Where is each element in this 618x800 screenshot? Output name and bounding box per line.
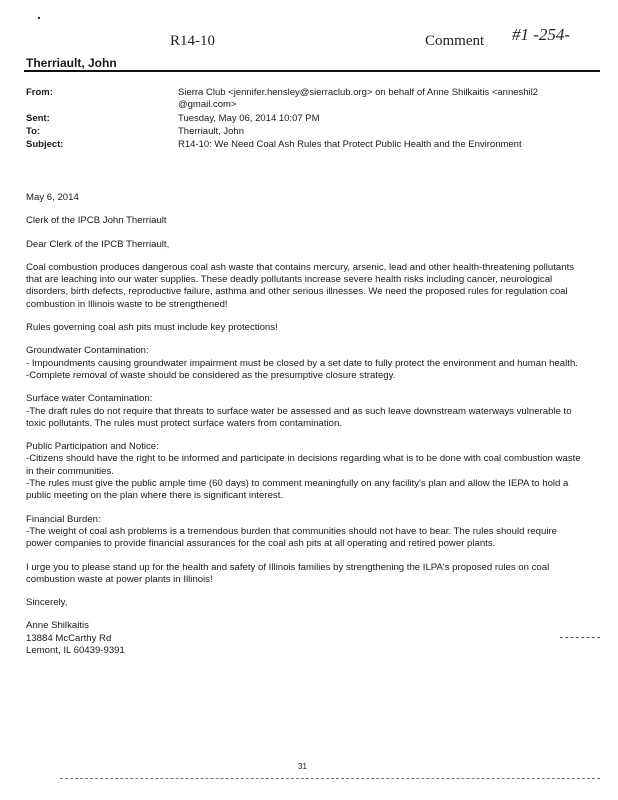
sent-label: Sent: [26, 113, 50, 124]
groundwater-point-1: - Impoundments causing groundwater impairment must be closed by a set date to fully protect the environment and human health. [26, 357, 578, 369]
financial-point-1: -The weight of coal ash problems is a tremendous burden that communities should not have to bear. The rules should require power companies to provide financial assurances for the coal ash pits at all operating and retired power plants. [26, 525, 557, 550]
comment-label: Comment [425, 33, 485, 49]
to-label: To: [26, 126, 41, 137]
closing-appeal: I urge you to please stand up for the health and safety of Illinois families by strengthening the ILPA's proposed rules on coal combustion waste at power plants in Illinois! [26, 561, 550, 585]
from-label: From: [26, 87, 53, 98]
signoff: Sincerely, [26, 597, 68, 609]
groundwater-heading: Groundwater Contamination: [26, 345, 149, 357]
signer-name: Anne Shilkaitis [26, 620, 89, 632]
public-heading: Public Participation and Notice: [26, 441, 159, 453]
header-divider [24, 70, 600, 72]
docket-number: R14-10 [170, 33, 215, 49]
groundwater-point-2: -Complete removal of waste should be considered as the presumptive closure strategy. [26, 369, 396, 381]
scan-speck [38, 17, 40, 19]
letter-intro: Coal combustion produces dangerous coal ash waste that contains mercury, arsenic, lead and other health-threatening pollutants that are leaching into our water supplies. These deadly pollutants increase severe health risks including cancer, neurological disorders, birth defects, reproductive failure, asthma and other serious illnesses. We need the proposed rules for regulation coal combustion in Illinois waste to be strengthened! [26, 261, 575, 310]
letter-salutation: Dear Clerk of the IPCB Therriault, [26, 238, 170, 250]
from-value: Sierra Club <jennifer.hensley@sierraclub.org> on behalf of Anne Shilkaitis <anneshil2 @gmail.com> [178, 87, 539, 110]
sent-value: Tuesday, May 06, 2014 10:07 PM [178, 113, 320, 124]
signer-city: Lemont, IL 60439-9391 [26, 645, 125, 657]
to-value: Therriault, John [178, 126, 245, 137]
footer-divider [60, 778, 600, 779]
letter-date: May 6, 2014 [26, 192, 79, 203]
page-number: 31 [298, 762, 307, 771]
comment-number: #1 -254- [512, 25, 571, 44]
rules-intro: Rules governing coal ash pits must include key protections! [26, 322, 278, 334]
public-point-2: -The rules must give the public ample time (60 days) to comment meaningfully on any facility's plan and allow the IEPA to hold a public meeting on the plan where there is significant interest. [26, 478, 569, 502]
letter-body [26, 192, 582, 657]
subject-label: Subject: [26, 139, 64, 150]
sender-name: Therriault, John [26, 56, 117, 70]
financial-heading: Financial Burden: [26, 513, 101, 525]
surface-heading: Surface water Contamination: [26, 393, 153, 405]
subject-value: R14-10: We Need Coal Ash Rules that Protect Public Health and the Environment [178, 139, 522, 150]
signer-street: 13884 McCarthy Rd [26, 632, 112, 644]
public-point-1: -Citizens should have the right to be informed and participate in decisions regarding what is to be done with coal combustion waste in their communities. [26, 453, 581, 477]
scan-artifact-line [560, 637, 600, 638]
letter-addressee: Clerk of the IPCB John Therriault [26, 215, 167, 227]
surface-point-1: -The draft rules do not require that threats to surface water be assessed and as such leave downstream waterways vulnerable to toxic pollutants. The rules must protect surface waters from contamination. [26, 405, 572, 429]
